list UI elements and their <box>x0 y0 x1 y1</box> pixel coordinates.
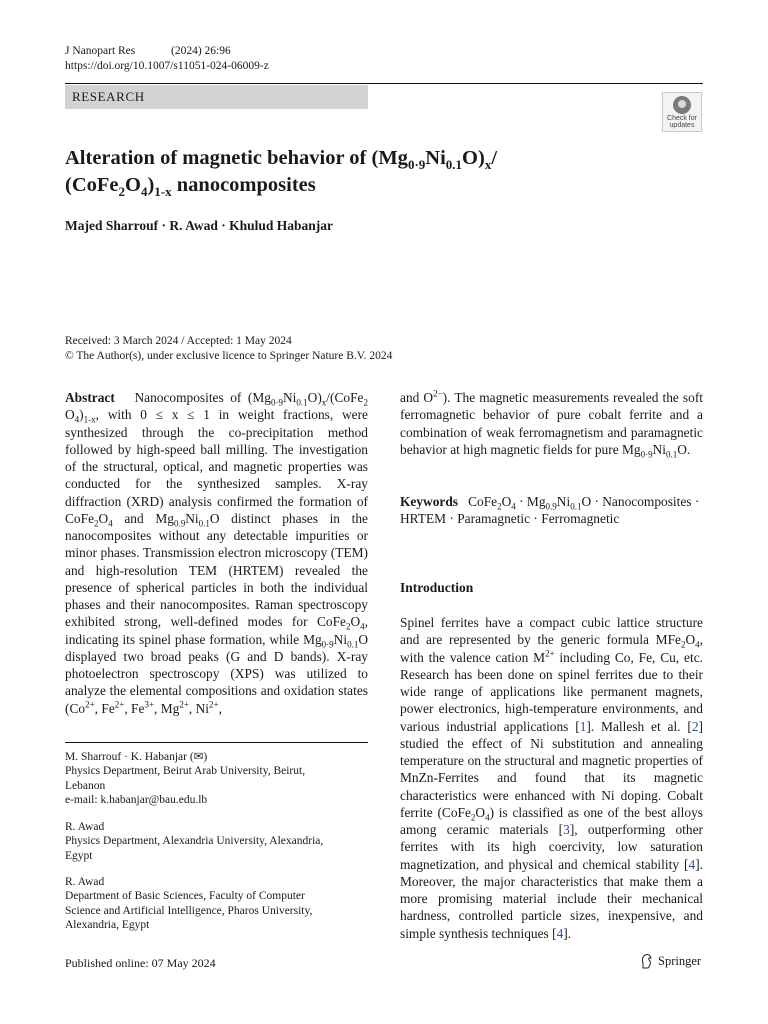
journal-name: J Nanopart Res <box>65 45 136 57</box>
abstract-continued: and $O^{2-}$). The magnetic measurements revealed the soft ferromagnetic behavior of pure cobalt ferrite and a combination of weak ferromagnetism and paramagnetic behavior at high magnetic fields for pure $Mg_{0\cdot 9}Ni_{0.1}O$. <box>400 388 703 460</box>
check-for-updates-button[interactable]: Check for updates <box>662 92 702 132</box>
affiliation-3: R. Awad Department of Basic Sciences, Faculty of Computer Science and Artificial Intelligence, Pharos University, Alexandria, Egypt <box>65 876 313 931</box>
received-accepted: Received: 3 March 2024 / Accepted: 1 May 2024 <box>65 335 292 347</box>
journal-header <box>65 44 231 59</box>
affiliation-2: R. Awad Physics Department, Alexandria University, Alexandria, Egypt <box>65 821 324 862</box>
keywords-heading: Keywords <box>400 494 459 509</box>
published-online: Published online: 07 May 2024 <box>65 956 216 970</box>
check-updates-icon <box>673 96 691 114</box>
article-dates <box>65 334 392 364</box>
abstract: Abstract Nanocomposites of $(Mg_{0\cdot 9}Ni_{0.1}O)_x/(CoFe_2$ $O_4)_{1-x}$, with 0 ≤ x ≤ 1 in weight fractions, were synthesized through the co-precipitation method followed by high-speed ball milling. The investigation of the structural, optical, and magnetic properties was conducted for the synthesized samples. X-ray diffraction (XRD) analysis confirmed the formation of $CoFe_2O_4$ and $Mg_{0.9}Ni_{0.1}O$ distinct phases in the nanocomposites without any detectable impurities or minor phases. Transmission electron microscopy (TEM) and high-resolution TEM (HRTEM) revealed the presence of spherical particles in both the individual phases and their nanocomposites. Raman spectroscopy exhibited strong, well-defined modes for $CoFe_2O_4$, indicating its spinel phase formation, while $Mg_{0\cdot 9}Ni_{0.1}O$ displayed two broad peaks (G and D bands). X-ray photoelectron spectroscopy (XPS) was utilized to analyze the elemental compositions and oxidation states ($Co^{2+}$, $Fe^{2+}$, $Fe^{3+}$, $Mg^{2+}$, $Ni^{2+}$, <box>65 390 368 716</box>
author-list: Majed Sharrouf · R. Awad · Khulud Habanjar <box>65 218 334 233</box>
author-email[interactable]: e-mail: k.habanjar@bau.edu.lb <box>65 793 208 806</box>
journal-volume: (2024) 26:96 <box>171 45 231 57</box>
publisher-name: Springer <box>658 954 702 968</box>
abstract-heading: Abstract <box>65 390 115 405</box>
article-title: Alteration of magnetic behavior of $(Mg_{0\cdot 9}Ni_{0.1}O)_x/$ $(CoFe_2O_4)_{1-x}$ nanocomposites <box>65 147 498 200</box>
springer-horse-icon <box>640 954 653 969</box>
article-type-badge: RESEARCH <box>65 85 368 109</box>
publisher-logo <box>640 954 701 969</box>
header-rule <box>65 83 703 84</box>
introduction-heading: Introduction <box>400 580 474 595</box>
citation-link[interactable]: 3 <box>563 822 570 837</box>
citation-link[interactable]: 2 <box>691 718 699 734</box>
affiliation-1: M. Sharrouf · K. Habanjar (✉) Physics Department, Beirut Arab University, Beirut, Lebanon e-mail: k.habanjar@bau.edu.lb <box>65 751 306 806</box>
citation-link[interactable]: 4 <box>688 856 696 872</box>
keywords: Keywords $CoFe_2O_4 \cdot Mg_{0.9}Ni_{0.1}O$ · Nanocomposites · HRTEM · Paramagnetic · Ferromagnetic <box>400 494 700 527</box>
citation-link[interactable]: 4 <box>556 925 564 941</box>
citation-link[interactable]: 1 <box>579 718 587 734</box>
copyright-line: © The Author(s), under exclusive licence to Springer Nature B.V. 2024 <box>65 350 393 362</box>
introduction-text: Spinel ferrites have a compact cubic lattice structure and are represented by the generic formula $MFe_2O_4$, with the valence cation $M^{2+}$ including Co, Fe, Cu, etc. Research has been done on spinel ferrites due to their wide range of applications like permanent magnets, power electronics, high-temperature environments, and various industrial applications [1]. Mallesh et al. [2] studied the effect of Ni substitution and annealing temperature on the structural and magnetic properties of MnZn-Ferrites and found that its magnetic characteristics were enhanced with Ni doping. Cobalt ferrite $(CoFe_2O_4)$ is classified as one of the best alloys among ceramic materials [3], outperforming other ferrites with its high coercivity, low saturation magnetization, and physical and chemical stability [4]. Moreover, the major characteristics that make them a more promising material include their mechanical hardness, controlled particle sizes, inexpensive, and simple synthesis techniques [4]. <box>400 615 703 941</box>
doi-link[interactable]: https://doi.org/10.1007/s11051-024-06009-z <box>65 60 269 72</box>
footnote-separator <box>65 742 368 743</box>
